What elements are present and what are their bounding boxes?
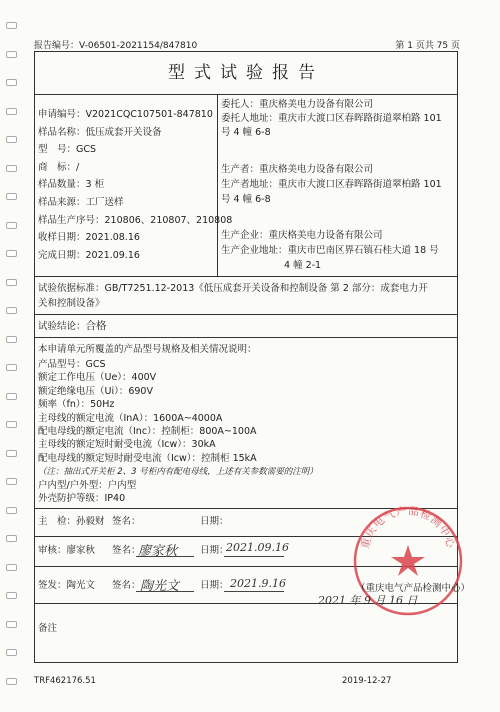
- binding-hole: [6, 222, 17, 229]
- binding-hole: [6, 279, 17, 286]
- divider: [34, 314, 458, 315]
- spec-line: 产品型号：GCS: [38, 359, 106, 370]
- binding-hole: [6, 649, 17, 656]
- standard-label: 试验依据标准：: [38, 283, 105, 294]
- sample-info-value: V2021CQC107501-847810: [85, 109, 213, 120]
- stamp-caption: （重庆电气产品检测中心）: [356, 583, 471, 594]
- sample-info-label: 样品来源：: [38, 197, 86, 208]
- binding-holes: [4, 0, 18, 712]
- standard-line2: 关和控制设备》: [38, 298, 105, 309]
- conclusion-value: 合格: [85, 320, 107, 332]
- sample-info-value: 低压成套开关设备: [85, 126, 162, 138]
- binding-hole: [6, 307, 17, 314]
- sample-info-label: 型 号：: [38, 144, 77, 156]
- sample-info-value: 2021.08.16: [85, 232, 140, 244]
- reviewer-date: 2021.09.16: [226, 541, 289, 554]
- reviewer-signature: 廖家秋: [138, 544, 178, 559]
- tester-date-label: 日期：: [200, 516, 229, 527]
- sample-info-row: [38, 215, 232, 227]
- client-address-line2: 号 4 幢 6-8: [221, 127, 271, 138]
- sample-info-row: [38, 197, 124, 209]
- binding-hole: [6, 621, 17, 628]
- factory-address-line1: 重庆市巴南区界石镇石桂大道 18 号: [287, 245, 439, 256]
- spec-line: 频率（fn）：50Hz: [38, 399, 115, 411]
- factory-address-label: 生产企业地址：: [221, 245, 288, 256]
- binding-hole: [6, 364, 17, 371]
- binding-hole: [6, 108, 17, 115]
- spec-line: 配电母线的额定电流（Inc）：控制柜：800A~100A: [38, 426, 257, 437]
- signature-line: [136, 591, 194, 592]
- sample-info-value: 2021.09.16: [85, 249, 140, 261]
- binding-hole: [6, 564, 17, 571]
- column-divider: [217, 95, 218, 276]
- specs-intro: 本申请单元所覆盖的产品型号规格及相关情况说明：: [38, 344, 257, 355]
- report-title: 型式试验报告: [34, 51, 458, 95]
- approver-date-label: 日期：: [200, 580, 229, 591]
- client-label: 委托人：: [221, 99, 260, 110]
- report-number: 报告编号：V-06501-2021154/847810: [34, 41, 198, 51]
- sample-info-label: 商 标：: [38, 161, 77, 173]
- producer-label: 生产者：: [221, 164, 260, 175]
- binding-hole: [6, 421, 17, 428]
- approver-name: 陶光文: [66, 580, 96, 591]
- reviewer-name: 廖家秋: [66, 545, 96, 556]
- sample-info-row: [38, 179, 104, 191]
- binding-hole: [6, 51, 17, 58]
- reviewer-label: 审核：: [38, 545, 67, 556]
- page-indicator: 第 1 页共 75 页: [395, 41, 460, 51]
- sample-info-label: 样品名称：: [38, 126, 86, 138]
- approver-date: 2021.9.16: [230, 577, 286, 590]
- binding-hole: [6, 193, 17, 200]
- sample-info-label: 申请编号：: [38, 109, 86, 120]
- binding-hole: [6, 336, 17, 343]
- sample-info-value: 3 柜: [85, 179, 105, 191]
- client-name: 重庆格美电力设备有限公司: [259, 99, 374, 110]
- binding-hole: [6, 535, 17, 542]
- factory-name: 重庆格美电力设备有限公司: [268, 230, 383, 241]
- stamp-date: 2021 年 9 月 16 日: [318, 594, 418, 607]
- binding-hole: [6, 79, 17, 86]
- spec-line: 户内型/户外型：户内型: [38, 479, 137, 491]
- sample-info-row: [38, 232, 140, 244]
- spec-line: 额定工作电压（Ue）：400V: [38, 372, 157, 384]
- approver-label: 签发：: [38, 580, 67, 591]
- tester-name: 孙毅财: [76, 516, 105, 527]
- binding-hole: [6, 478, 17, 485]
- factory-label: 生产企业：: [221, 230, 269, 241]
- sample-info-value: 210806、210807、210808: [104, 214, 233, 226]
- producer-address-line2: 号 4 幢 6-8: [221, 194, 271, 205]
- binding-hole: [6, 165, 17, 172]
- date-line: [224, 591, 284, 592]
- client-address-line1: 重庆市大渡口区春晖路街道翠柏路 101: [278, 113, 442, 124]
- sample-info-label: 样品生产序号：: [38, 214, 105, 226]
- tester-label: 主 检：: [38, 516, 77, 527]
- divider: [34, 276, 458, 277]
- stamp-text: 重庆电气产品检测中心: [359, 505, 457, 551]
- star-icon: [391, 545, 425, 576]
- binding-hole: [6, 393, 17, 400]
- divider: [34, 337, 458, 338]
- spec-line: （注：抽出式开关柜 2、3 号柜内有配电母线，上述有关参数需要的注明）: [38, 467, 318, 478]
- spec-line: 额定绝缘电压（Ui）：690V: [38, 385, 153, 397]
- sample-info-row: [38, 250, 140, 262]
- sample-info-label: 完成日期：: [38, 249, 86, 261]
- reviewer-date-label: 日期：: [200, 545, 229, 556]
- binding-hole: [6, 136, 17, 143]
- spec-line: 配电母线的额定短时耐受电流（Icw）：控制柜 15kA: [38, 452, 257, 464]
- client-address-label: 委托人地址：: [221, 113, 279, 124]
- sample-info-value: /: [76, 161, 80, 173]
- form-number: TRF462176.51: [34, 676, 96, 686]
- spec-line: 外壳防护等级：IP40: [38, 493, 126, 504]
- signature-line: [136, 556, 194, 557]
- binding-hole: [6, 450, 17, 457]
- binding-hole: [6, 507, 17, 514]
- reviewer-sign-label: 签名：: [112, 545, 141, 556]
- binding-hole: [6, 592, 17, 599]
- approver-signature: 陶光文: [140, 579, 180, 594]
- sample-info-value: 工厂送样: [85, 197, 124, 208]
- producer-address-label: 生产者地址：: [221, 179, 279, 190]
- form-date: 2019-12-27: [342, 676, 392, 686]
- binding-hole: [6, 22, 17, 29]
- conclusion-label: 试验结论：: [38, 321, 86, 332]
- svg-text:重庆电气产品检测中心: [358, 505, 456, 550]
- producer-address-line1: 重庆市大渡口区春晖路街道翠柏路 101: [278, 179, 442, 190]
- sample-info-row: [38, 144, 96, 156]
- sample-info-row: [38, 109, 213, 121]
- spec-line: 主母线的额定电流（InA）：1600A~4000A: [38, 412, 223, 424]
- remarks-label: 备注: [38, 623, 58, 634]
- sample-info-row: [38, 162, 79, 174]
- sample-info-row: [38, 127, 162, 139]
- binding-hole: [6, 678, 17, 685]
- date-line: [224, 556, 284, 557]
- tester-sign-label: 签名：: [112, 516, 141, 527]
- spec-line: 主母线的额定短时耐受电流（Icw）：30kA: [38, 439, 216, 451]
- factory-address-line2: 4 幢 2-1: [284, 260, 322, 271]
- sample-info-label: 样品数量：: [38, 179, 86, 191]
- producer-name: 重庆格美电力设备有限公司: [259, 164, 374, 175]
- standard-line1: GB/T7251.12-2013《低压成套开关设备和控制设备 第 2 部分：成套电力开: [104, 283, 428, 294]
- sample-info-label: 收样日期：: [38, 232, 86, 244]
- approver-sign-label: 签名：: [112, 580, 141, 591]
- binding-hole: [6, 250, 17, 257]
- sample-info-value: GCS: [76, 144, 97, 156]
